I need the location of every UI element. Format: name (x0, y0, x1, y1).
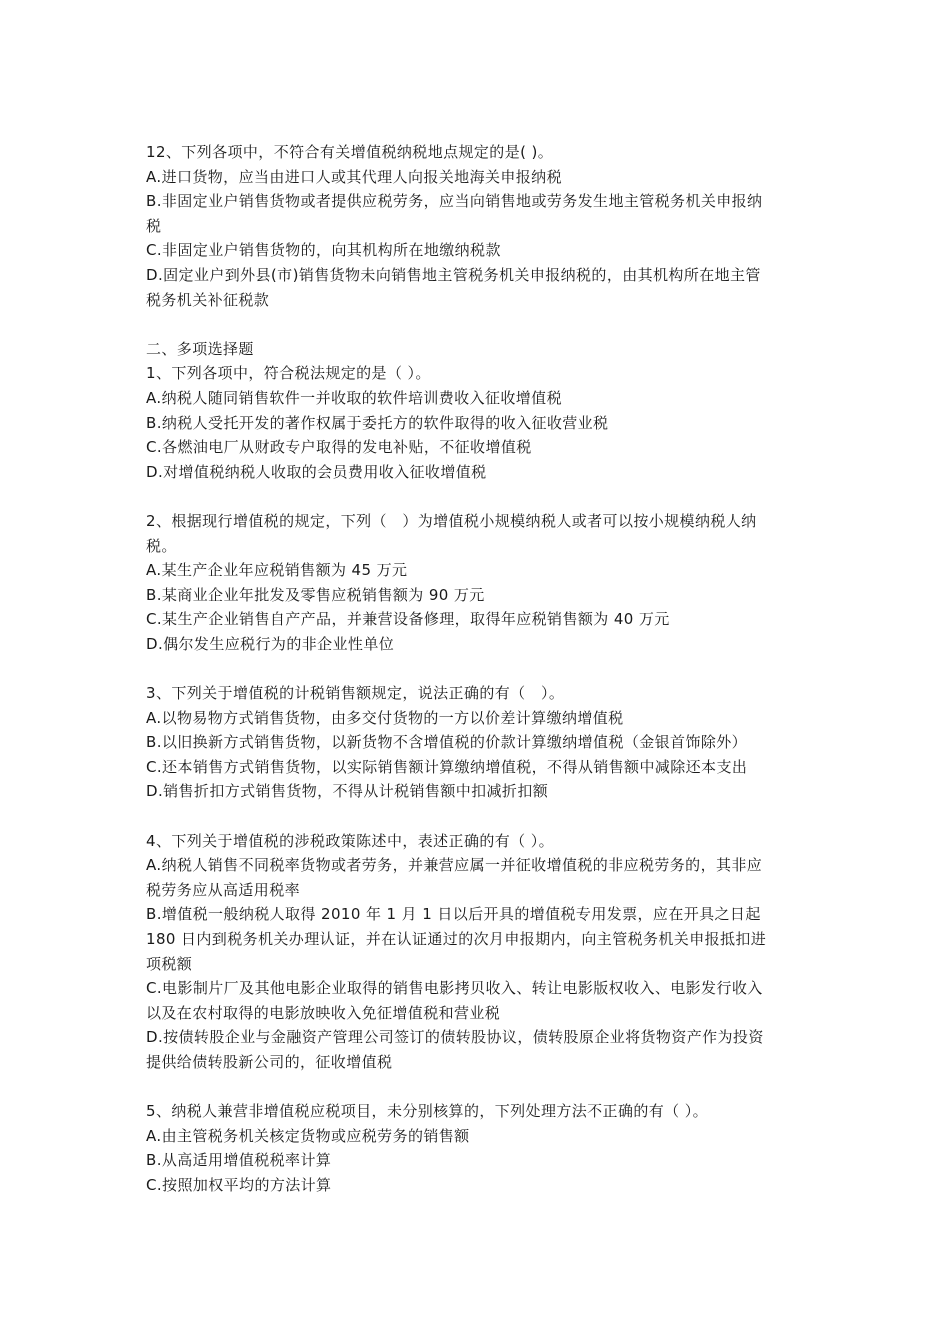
text-line: D.销售折扣方式销售货物，不得从计税销售额中扣减折扣额 (146, 782, 549, 801)
text-line: B.纳税人受托开发的著作权属于委托方的软件取得的收入征收营业税 (146, 413, 609, 432)
text-line: D.对增值税纳税人收取的会员费用收入征收增值税 (146, 462, 487, 481)
text-line: 5、纳税人兼营非增值税应税项目，未分别核算的，下列处理方法不正确的有（ ）。 (146, 1102, 709, 1121)
text-line: 税。 (146, 536, 177, 555)
section-heading: 二、多项选择题 (146, 339, 254, 358)
text-line: A.进口货物，应当由进口人或其代理人向报关地海关申报纳税 (146, 167, 562, 186)
text-line: 180 日内到税务机关办理认证，并在认证通过的次月申报期内，向主管税务机关申报抵扣进 (146, 930, 767, 948)
text-line: C.还本销售方式销售货物，以实际销售额计算缴纳增值税，不得从销售额中减除还本支出 (146, 757, 748, 776)
text-line: C.某生产企业销售自产产品，并兼营设备修理，取得年应税销售额为 40 万元 (146, 610, 670, 629)
text-line: 12、下列各项中，不符合有关增值税纳税地点规定的是( )。 (146, 143, 554, 161)
text-line: 3、下列关于增值税的计税销售额规定，说法正确的有（ ）。 (146, 684, 565, 703)
text-line: B.以旧换新方式销售货物，以新货物不含增值税的价款计算缴纳增值税（金银首饰除外） (146, 733, 748, 752)
text-line: D.按债转股企业与金融资产管理公司签订的债转股协议，债转股原企业将货物资产作为投资 (146, 1028, 764, 1047)
text-line: C.按照加权平均的方法计算 (146, 1175, 332, 1194)
paragraph-gap (146, 484, 818, 509)
text-line: 2、根据现行增值税的规定，下列（ ）为增值税小规模纳税人或者可以按小规模纳税人纳 (146, 511, 757, 530)
text-line: 税 (146, 216, 162, 235)
text-line: B.增值税一般纳税人取得 2010 年 1 月 1 日以后开具的增值税专用发票，应在开具之日起 (146, 905, 761, 924)
paragraph-gap (146, 312, 818, 337)
document-body (146, 140, 818, 1198)
text-line: 项税额 (146, 954, 193, 973)
paragraph-gap (146, 1075, 818, 1100)
paragraph-gap (146, 804, 818, 829)
text-line: A.纳税人随同销售软件一并收取的软件培训费收入征收增值税 (146, 388, 562, 407)
text-line: A.某生产企业年应税销售额为 45 万元 (146, 561, 408, 580)
text-line: 4、下列关于增值税的涉税政策陈述中，表述正确的有（ ）。 (146, 831, 555, 850)
text-line: D.固定业户到外县(市)销售货物未向销售地主管税务机关申报纳税的，由其机构所在地主管 (146, 265, 761, 284)
text-line: 以及在农村取得的电影放映收入免征增值税和营业税 (146, 1003, 501, 1022)
text-line: 税务机关补征税款 (146, 290, 270, 309)
text-line: D.偶尔发生应税行为的非企业性单位 (146, 634, 395, 653)
text-line: B.非固定业户销售货物或者提供应税劳务，应当向销售地或劳务发生地主管税务机关申报纳 (146, 192, 763, 211)
text-line: 提供给债转股新公司的，征收增值税 (146, 1052, 393, 1071)
text-line: 1、下列各项中，符合税法规定的是（ ）。 (146, 364, 431, 383)
text-line: B.某商业企业年批发及零售应税销售额为 90 万元 (146, 585, 485, 604)
text-line: A.由主管税务机关核定货物或应税劳务的销售额 (146, 1126, 470, 1145)
text-line: A.纳税人销售不同税率货物或者劳务，并兼营应属一并征收增值税的非应税劳务的，其非应 (146, 856, 763, 875)
text-line: C.非固定业户销售货物的，向其机构所在地缴纳税款 (146, 241, 501, 260)
text-line: C.各燃油电厂从财政专户取得的发电补贴，不征收增值税 (146, 438, 532, 457)
text-line: 税劳务应从高适用税率 (146, 880, 301, 899)
text-line: B.从高适用增值税税率计算 (146, 1151, 332, 1170)
paragraph-gap (146, 656, 818, 681)
text-line: C.电影制片厂及其他电影企业取得的销售电影拷贝收入、转让电影版权收入、电影发行收入 (146, 979, 763, 998)
text-line: A.以物易物方式销售货物，由多交付货物的一方以价差计算缴纳增值税 (146, 708, 624, 727)
